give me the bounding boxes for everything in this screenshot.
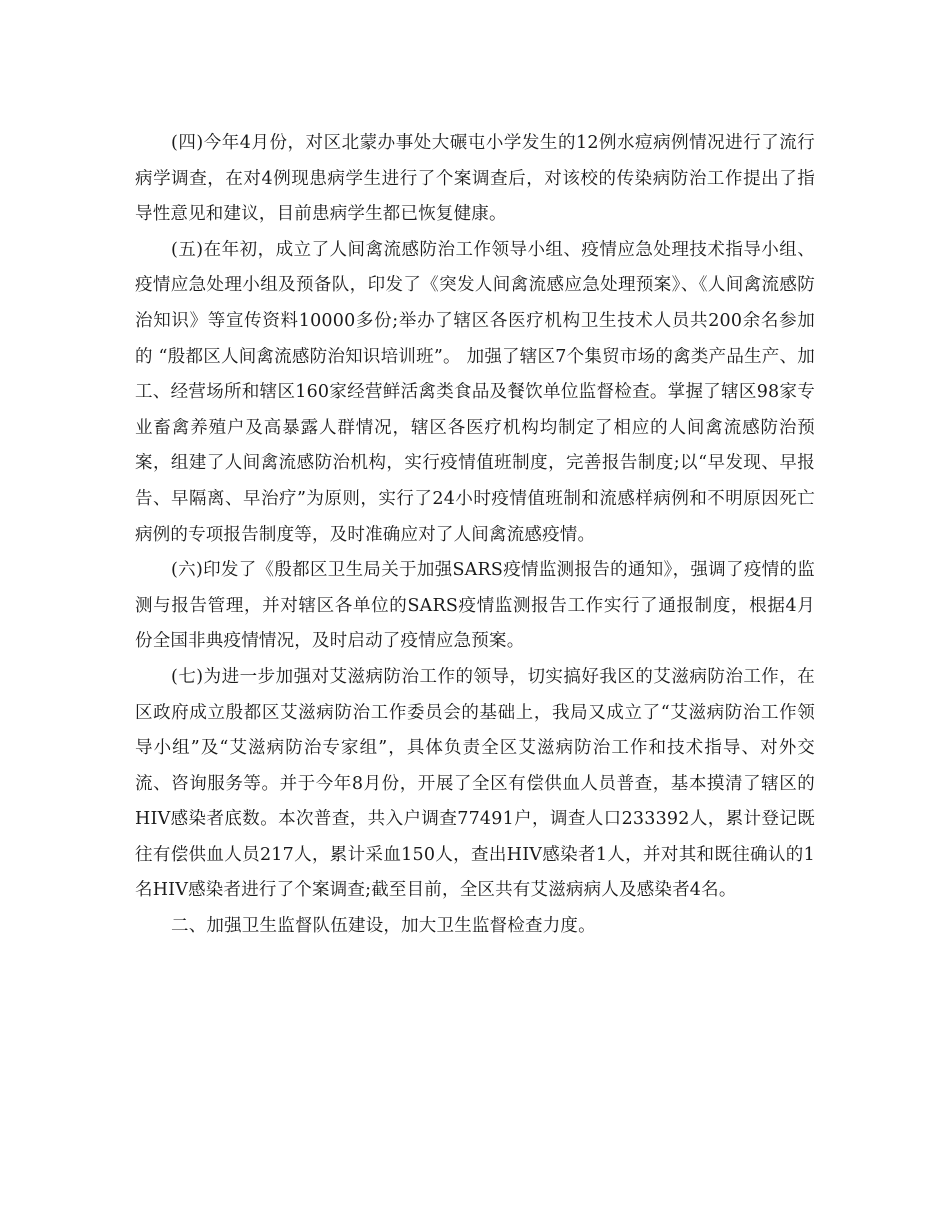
paragraph-sars-monitoring: (六)印发了《殷都区卫生局关于加强SARS疫情监测报告的通知》，强调了疫情的监测与报告管理，并对辖区各单位的SARS疫情监测报告工作实行了通报制度，根据4月份全国非典疫情情况，及时启动了疫情应急预案。 (135, 560, 815, 652)
paragraph-avian-influenza: (五)在年初，成立了人间禽流感防治工作领导小组、疫情应急处理技术指导小组、疫情应急处理小组及预备队，印发了《突发人间禽流感应急处理预案》、《人间禽流感防治知识》等宣传资料10000多份;举办了辖区各医疗机构卫生技术人员共200余名参加的 “殷都区人间禽流感防治知识培训班”。 加强了辖区7个集贸市场的禽类产品生产、加工、经营场所和辖区160家经营鲜活禽类食品及餐饮单位监督检查。掌握了辖区98家专业畜禽养殖户及高暴露人群情况，辖区各医疗机构均制定了相应的人间禽流感防治预案，组建了人间禽流感防治机构，实行疫情值班制度，完善报告制度;以“早发现、早报告、早隔离、早治疗”为原则，实行了24小时疫情值班制和流感样病例和不明原因死亡病例的专项报告制度等，及时准确应对了人间禽流感疫情。 (135, 239, 815, 545)
document-body (135, 126, 815, 945)
section-heading-health-supervision: 二、加强卫生监督队伍建设，加大卫生监督检查力度。 (171, 916, 596, 937)
paragraph-varicella-investigation: (四)今年4月份，对区北蒙办事处大碾屯小学发生的12例水痘病例情况进行了流行病学调查，在对4例现患病学生进行了个案调查后，对该校的传染病防治工作提出了指导性意见和建议，目前患病学生都已恢复健康。 (135, 133, 815, 225)
paragraph-aids-prevention: (七)为进一步加强对艾滋病防治工作的领导，切实搞好我区的艾滋病防治工作，在区政府成立殷都区艾滋病防治工作委员会的基础上，我局又成立了“艾滋病防治工作领导小组”及“艾滋病防治专家组”，具体负责全区艾滋病防治工作和技术指导、对外交流、咨询服务等。并于今年8月份，开展了全区有偿供血人员普查，基本摸清了辖区的HIV感染者底数。本次普查，共入户调查77491户，调查人口233392人，累计登记既往有偿供血人员217人，累计采血150人，查出HIV感染者1人，并对其和既往确认的1名HIV感染者进行了个案调查;截至目前，全区共有艾滋病病人及感染者4名。 (135, 666, 815, 901)
